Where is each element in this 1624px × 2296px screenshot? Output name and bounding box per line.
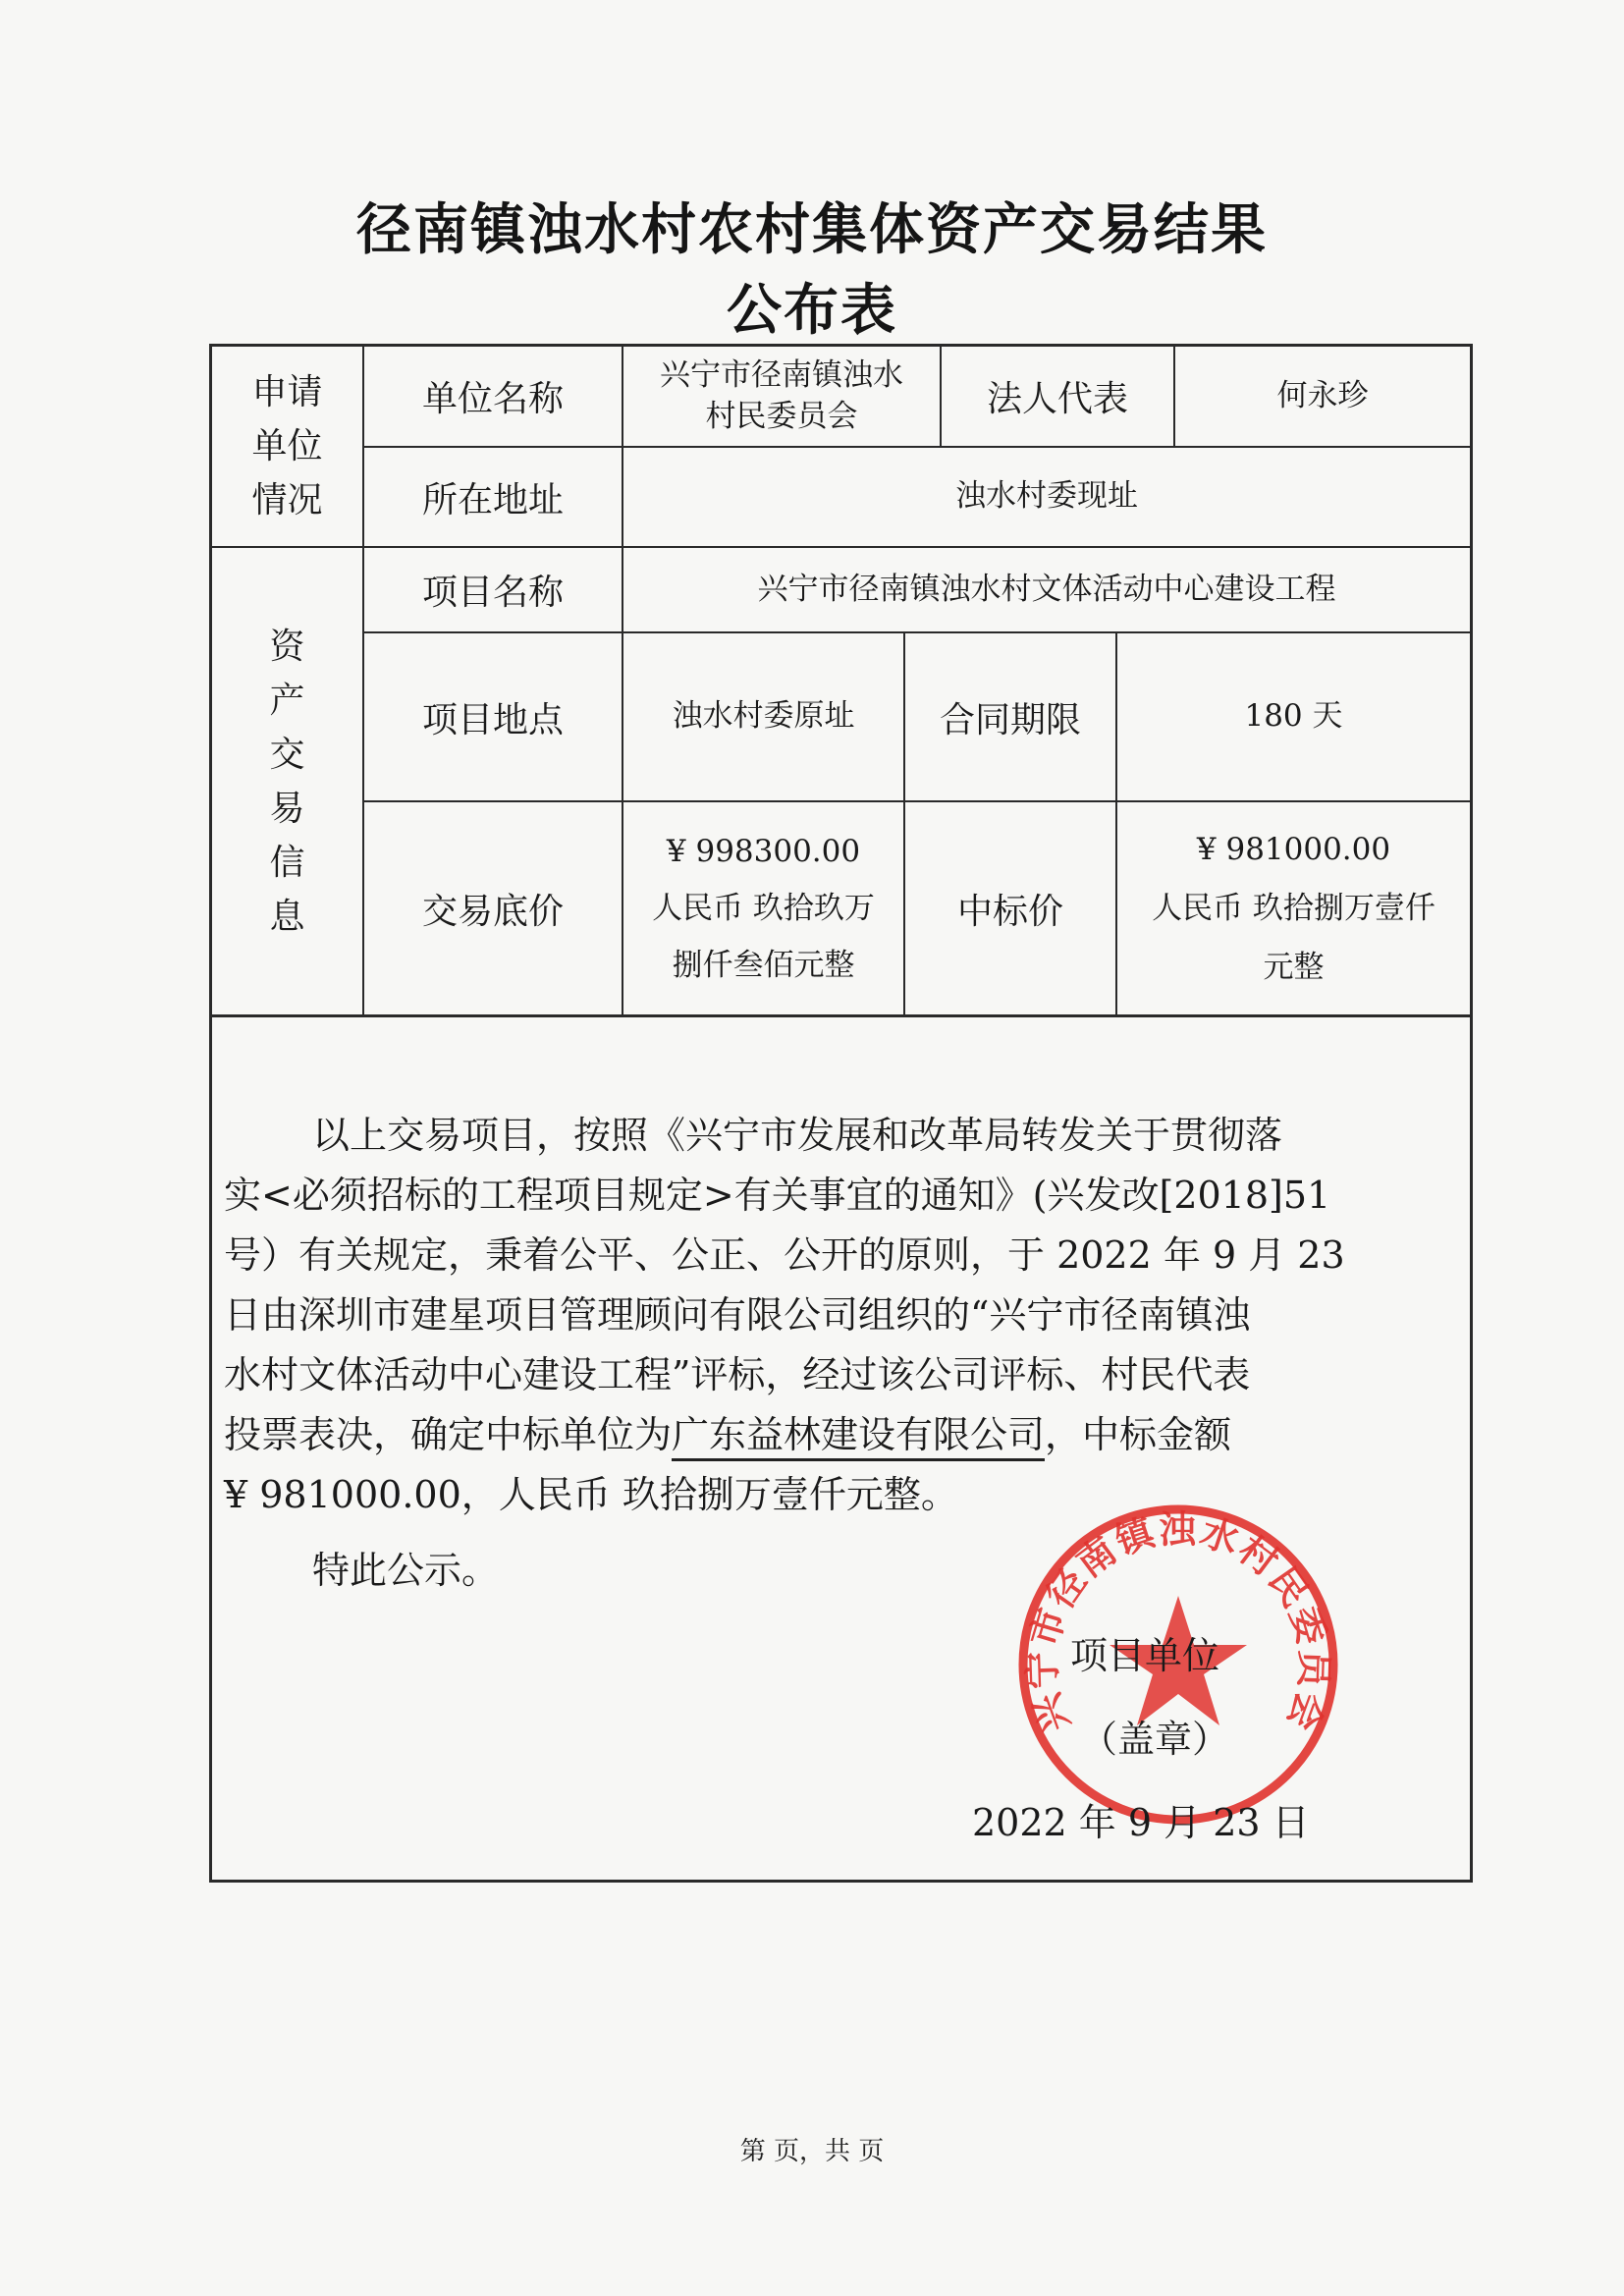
unit-name-value — [623, 347, 940, 446]
notice-line: ¥ 981000.00，人民币 玖拾捌万壹仟元整。 — [224, 1473, 958, 1516]
notice-line-winner — [224, 1404, 1231, 1458]
winning-price-words: 元整 — [1263, 950, 1325, 985]
address-value: 浊水村委现址 — [955, 478, 1138, 515]
applicant-label-part: 情况 — [251, 480, 323, 520]
seal-note: （盖章） — [1080, 1718, 1230, 1761]
winning-price-label: 中标价 — [956, 891, 1063, 932]
asset-label-part: 交 — [269, 734, 305, 775]
unit-name-line: 兴宁市径南镇浊水 — [660, 356, 903, 393]
legal-rep-value: 何永珍 — [1276, 377, 1369, 413]
contract-term-value: 180 天 — [1244, 698, 1343, 735]
asset-label-part: 易 — [269, 788, 305, 829]
asset-label-part: 息 — [269, 896, 305, 937]
page-footer: 第 页，共 页 — [739, 2137, 885, 2166]
notice-line: 号）有关规定，秉着公平、公正、公开的原则，于 2022 年 9 月 23 — [224, 1233, 1345, 1277]
notice-text: 投票表决，确定中标单位为 — [224, 1413, 673, 1456]
page-title-line2: 公布表 — [727, 279, 897, 343]
base-price-words: 捌仟叁佰元整 — [672, 948, 855, 983]
notice-line: 实<必须招标的工程项目规定>有关事宜的通知》(兴发改[2018]51 — [224, 1174, 1331, 1217]
applicant-label-part: 单位 — [251, 426, 323, 466]
unit-name-line: 村民委员会 — [705, 398, 858, 434]
applicant-label-part: 申请 — [251, 372, 323, 412]
base-price-label: 交易底价 — [421, 891, 564, 932]
base-price-amount: ¥ 998300.00 — [666, 834, 861, 869]
project-location-label: 项目地点 — [421, 699, 564, 740]
asset-label-part: 资 — [269, 626, 305, 667]
project-name-value: 兴宁市径南镇浊水村文体活动中心建设工程 — [757, 571, 1336, 607]
page-title: 径南镇浊水村农村集体资产交易结果 — [356, 198, 1268, 262]
base-price-value — [623, 802, 903, 1014]
base-price-words: 人民币 玖拾玖万 — [652, 891, 875, 926]
asset-label-part: 产 — [269, 680, 305, 721]
winning-price-value — [1117, 802, 1470, 1014]
notice-line: 日由深圳市建星项目管理顾问有限公司组织的“兴宁市径南镇浊 — [224, 1293, 1251, 1337]
contract-term-label: 合同期限 — [939, 699, 1081, 740]
winning-price-words: 人民币 玖拾捌万壹仟 — [1152, 891, 1435, 926]
notice-text: ，中标金额 — [1045, 1413, 1232, 1456]
winning-price-amount: ¥ 981000.00 — [1196, 832, 1391, 867]
notice-line: 水村文体活动中心建设工程”评标，经过该公司评标、村民代表 — [224, 1353, 1251, 1396]
applicant-section-label — [212, 347, 362, 546]
winner-name: 广东益林建设有限公司 — [672, 1413, 1045, 1461]
signature-date: 2022 年 9 月 23 日 — [972, 1801, 1310, 1844]
project-name-label: 项目名称 — [421, 573, 564, 613]
unit-name-label: 单位名称 — [421, 379, 564, 419]
closing-text: 特此公示。 — [312, 1549, 500, 1592]
legal-rep-label: 法人代表 — [986, 379, 1128, 419]
asset-label-part: 信 — [269, 842, 305, 883]
seal-text: 兴宁市径南镇浊水村民委员会 — [1020, 1507, 1336, 1738]
asset-section-label — [212, 548, 362, 1014]
project-location-value: 浊水村委原址 — [672, 698, 855, 735]
notice-line: 以上交易项目，按照《兴宁市发展和改革局转发关于贯彻落 — [312, 1114, 1283, 1157]
address-label: 所在地址 — [421, 479, 564, 520]
project-unit-label: 项目单位 — [1070, 1634, 1220, 1677]
